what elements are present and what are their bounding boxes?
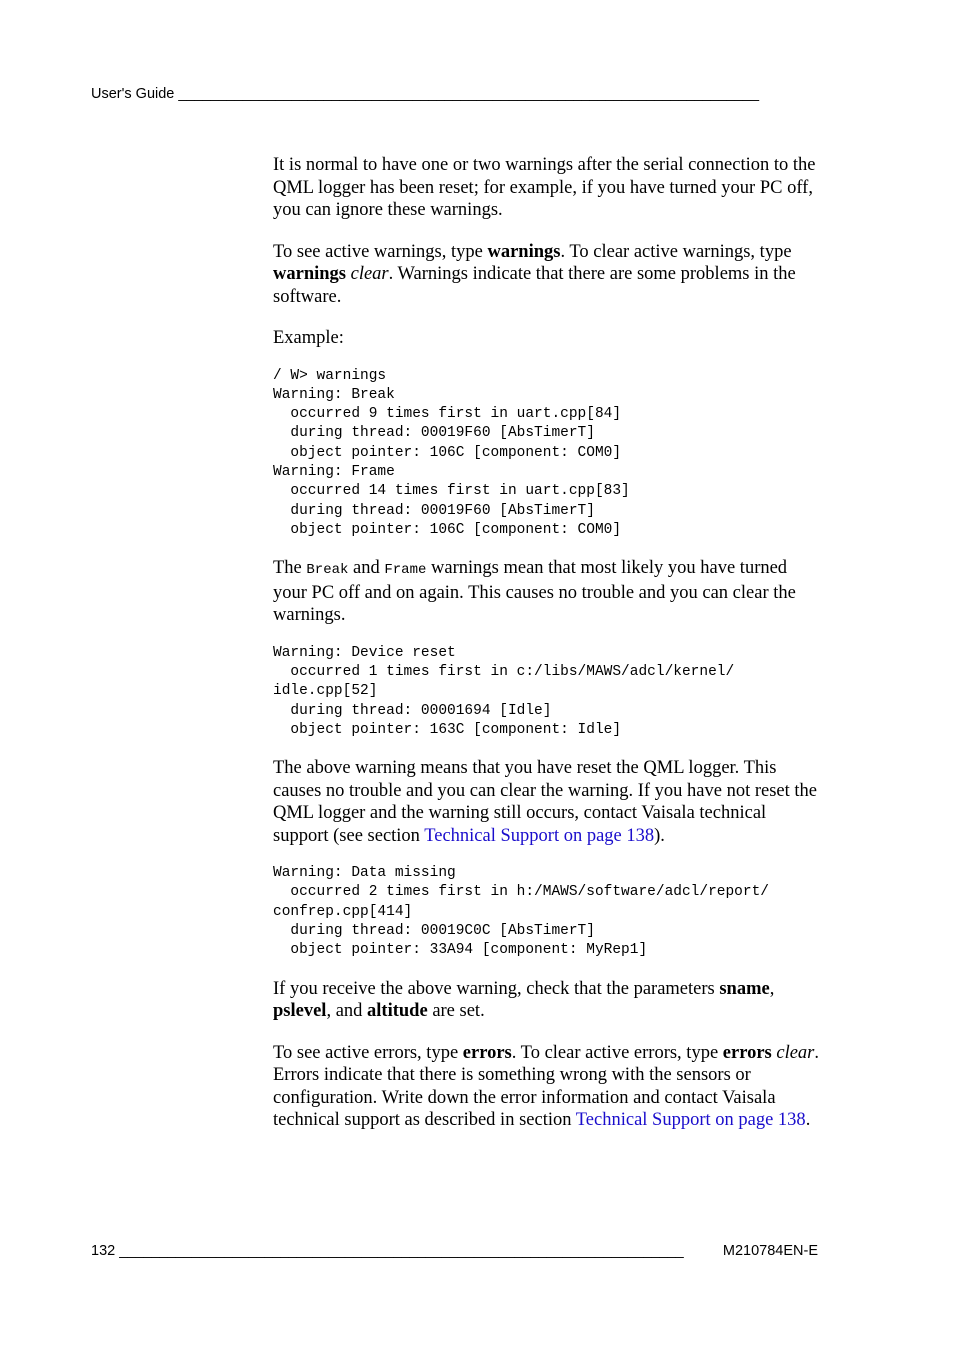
paragraph-parameters xyxy=(273,978,823,1023)
command-arg-clear: clear xyxy=(776,1042,815,1063)
text-run: The above warning means that you have reset the QML logger. This causes no trouble and you can clear the warning. If you have not reset the QML logger and the warning still occurs, contact Vaisala technical support (see section xyxy=(273,758,818,846)
text-run: are set. xyxy=(427,1001,485,1022)
page-footer xyxy=(91,1243,818,1259)
footer-rule: ______________________________________________________________________ xyxy=(119,1243,684,1259)
command-errors: errors xyxy=(462,1042,512,1063)
text-run: warnings mean that most likely you have turned your PC off and on again. This causes no trouble and you can clear the warnings. xyxy=(273,558,796,626)
page-header xyxy=(91,86,811,102)
text-run: . To clear active warnings, type xyxy=(560,241,792,262)
text-run: To see active errors, type xyxy=(273,1042,463,1063)
text-run: , xyxy=(769,978,775,999)
page-number: 132 xyxy=(91,1243,116,1259)
link-technical-support[interactable]: Technical Support on page 138 xyxy=(424,825,655,846)
paragraph-reset-warning xyxy=(273,757,823,847)
paragraph-active-warnings xyxy=(273,241,823,309)
paragraph-serial-reset: It is normal to have one or two warnings after the serial connection to the QML logger has been reset; for example, if you have turned your PC off, you can ignore these warnings. xyxy=(273,155,816,220)
paragraph-active-errors xyxy=(273,1042,823,1132)
paragraph-break-frame xyxy=(273,557,823,627)
header-rule: ________________________________________________________________________ xyxy=(178,86,760,102)
command-arg-clear: clear xyxy=(350,264,389,284)
text-run: and xyxy=(348,558,385,579)
param-pslevel: pslevel xyxy=(273,1001,327,1022)
code-block-warnings: / W> warnings Warning: Break occurred 9 times first in uart.cpp[84] during thread: 00019F60 [AbsTimerT] object pointer: 106C [component: COM0] Warning: Frame occurred 14 times first in uart.cpp[83] during thread: 00019F60 [AbsTimerT] object pointer: 106C [component: COM0] xyxy=(273,367,630,538)
text-run: To see active warnings, type xyxy=(273,241,488,262)
header-title: User's Guide xyxy=(91,86,175,102)
command-errors: errors xyxy=(722,1042,772,1063)
command-warnings: warnings xyxy=(273,264,346,284)
document-code: M210784EN-E xyxy=(722,1243,818,1259)
param-altitude: altitude xyxy=(367,1001,428,1022)
inline-code-frame: Frame xyxy=(384,562,427,579)
param-sname: sname xyxy=(719,978,770,999)
text-run: If you receive the above warning, check that the parameters xyxy=(273,978,720,999)
command-warnings: warnings xyxy=(487,241,561,262)
paragraph-example-label: Example: xyxy=(273,328,344,348)
text-run: , and xyxy=(326,1001,368,1022)
text-run: . Errors indicate that there is something wrong with the sensors or configuration. Write down the error information and contact Vaisala technical support as described in section xyxy=(273,1042,820,1131)
text-run: . Warnings indicate that there are some problems in the software. xyxy=(273,264,796,307)
text-run: ). xyxy=(654,825,665,846)
text-run: . xyxy=(805,1110,811,1131)
text-run: The xyxy=(273,558,307,579)
code-block-data-missing: Warning: Data missing occurred 2 times first in h:/MAWS/software/adcl/report/ confrep.cpp[414] during thread: 00019C0C [AbsTimerT] object pointer: 33A94 [component: MyRep1] xyxy=(273,865,769,959)
code-block-device-reset: Warning: Device reset occurred 1 times first in c:/libs/MAWS/adcl/kernel/ idle.cpp[52] during thread: 00001694 [Idle] object pointer: 163C [component: Idle] xyxy=(273,644,735,738)
main-content xyxy=(273,154,823,1132)
link-technical-support[interactable]: Technical Support on page 138 xyxy=(575,1110,806,1131)
inline-code-break: Break xyxy=(306,562,349,579)
text-run: . To clear active errors, type xyxy=(511,1042,723,1063)
